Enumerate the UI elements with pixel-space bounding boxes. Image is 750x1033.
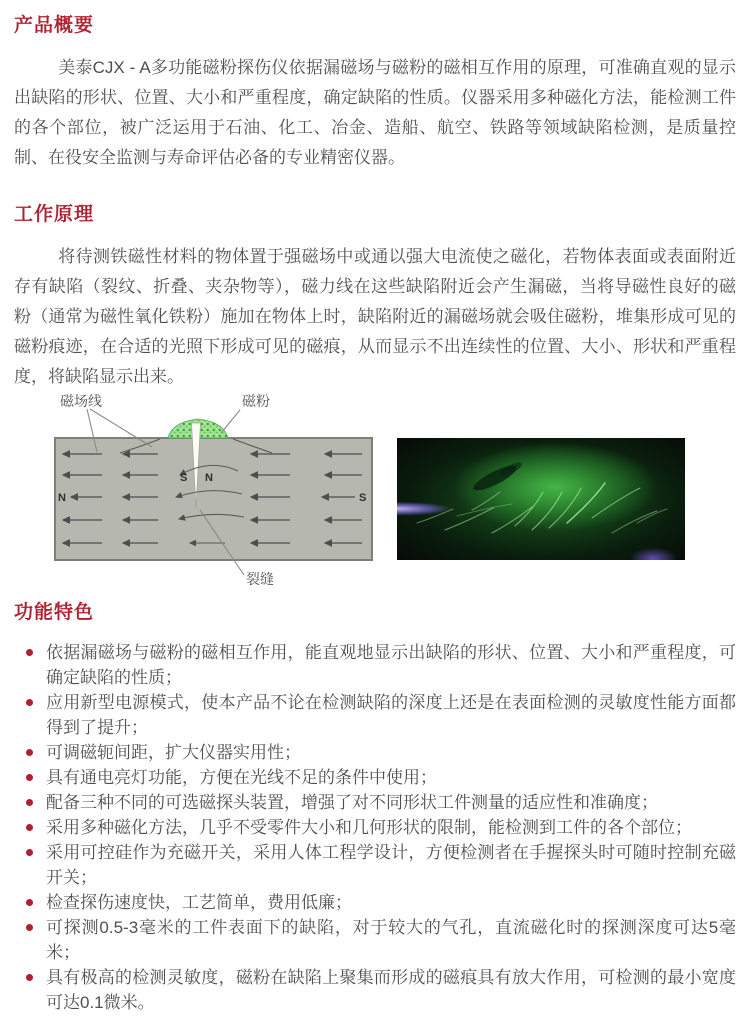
section-title-overview: 产品概要 bbox=[14, 15, 95, 36]
test-block bbox=[55, 438, 372, 560]
feature-item: 采用可控硅作为充磁开关，采用人体工程学设计，方便检测者在手握探头时可随时控制充磁开关； bbox=[22, 840, 736, 890]
pole-s-label: S bbox=[359, 492, 367, 504]
feature-item: 可探测0.5-3毫米的工件表面下的缺陷，对于较大的气孔，直流磁化时的探测深度可达5毫米； bbox=[22, 915, 736, 965]
feature-item: 具有通电亮灯功能，方便在光线不足的条件中使用； bbox=[22, 765, 736, 790]
principle-figures bbox=[14, 392, 736, 587]
fluorescent-mpi-photo bbox=[397, 438, 685, 560]
feature-item: 依据漏磁场与磁粉的磁相互作用，能直观地显示出缺陷的形状、位置、大小和严重程度，可确定缺陷的性质； bbox=[22, 640, 736, 690]
section-title-features: 功能特色 bbox=[14, 602, 95, 623]
feature-item: 配备三种不同的可选磁探头装置，增强了对不同形状工件测量的适应性和准确度； bbox=[22, 790, 736, 815]
crack-label: 裂缝 bbox=[246, 571, 274, 587]
crack-pole-n-label: N bbox=[205, 472, 213, 484]
crack-indication-streaks bbox=[397, 438, 685, 560]
features-list bbox=[14, 640, 736, 1015]
overview-paragraph: 美泰CJX - A多功能磁粉探伤仪依据漏磁场与磁粉的磁相互作用的原理，可准确直观的显示出缺陷的形状、位置、大小和严重程度，确定缺陷的性质。仪器采用多种磁化方法，能检测工件的各个部位，被广泛运用于石油、化工、冶金、造船、航空、铁路等领域缺陷检测，是质量控制、在役安全监测与寿命评估必备的专业精密仪器。 bbox=[14, 58, 736, 167]
feature-item: 应用新型电源模式，使本产品不论在检测缺陷的深度上还是在表面检测的灵敏度性能方面都得到了提升； bbox=[22, 690, 736, 740]
feature-item: 检查探伤速度快，工艺简单，费用低廉； bbox=[22, 890, 736, 915]
section-title-principle: 工作原理 bbox=[14, 204, 95, 225]
crack-pole-s-label: S bbox=[180, 472, 188, 484]
feature-item: 采用多种磁化方法，几乎不受零件大小和几何形状的限制，能检测到工件的各个部位； bbox=[22, 815, 736, 840]
feature-item: 具有极高的检测灵敏度，磁粉在缺陷上聚集而形成的磁痕具有放大作用，可检测的最小宽度可达0.1微米。 bbox=[22, 965, 736, 1015]
feature-item: 可调磁轭间距，扩大仪器实用性； bbox=[22, 740, 736, 765]
principle-paragraph: 将待测铁磁性材料的物体置于强磁场中或通以强大电流使之磁化，若物体表面或表面附近存有缺陷（裂纹、折叠、夹杂物等），磁力线在这些缺陷附近会产生漏磁，当将导磁性良好的磁粉（通常为磁性氧化铁粉）施加在物体上时，缺陷附近的漏磁场就会吸住磁粉，堆集形成可见的磁粉痕迹，在合适的光照下形成可见的磁痕，从而显示不出连续性的位置、大小、形状和严重程度，将缺陷显示出来。 bbox=[14, 247, 736, 386]
pole-n-label: N bbox=[58, 492, 66, 504]
powder-label: 磁粉 bbox=[242, 393, 270, 409]
field-lines-label: 磁场线 bbox=[60, 393, 102, 409]
magnetic-leakage-diagram bbox=[14, 392, 389, 587]
